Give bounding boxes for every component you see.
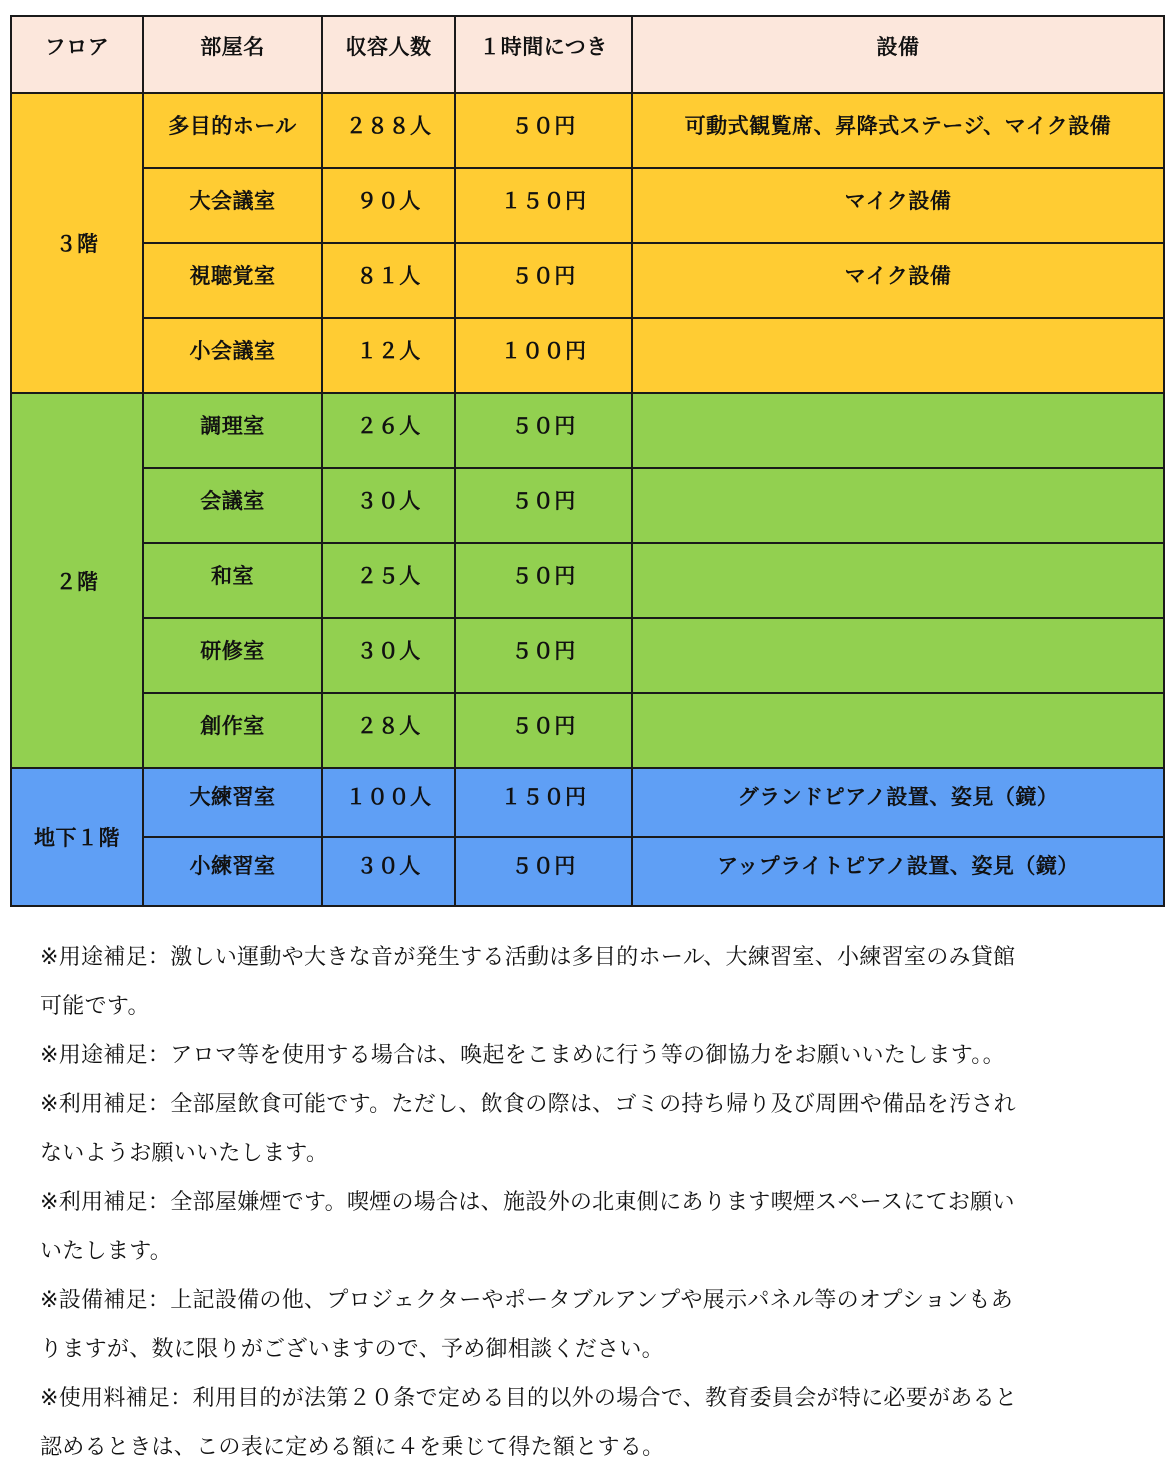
room-name-cell: 小練習室 [143, 837, 322, 906]
fee-cell: ５０円 [455, 618, 632, 693]
fee-cell: ５０円 [455, 543, 632, 618]
equipment-cell [632, 693, 1164, 768]
table-row [11, 393, 1164, 468]
equipment-cell: アップライトピアノ設置、姿見（鏡） [632, 837, 1164, 906]
floor-cell-b1 [11, 768, 143, 906]
capacity-cell: ３０人 [322, 618, 455, 693]
equipment-cell [632, 618, 1164, 693]
fee-cell: １５０円 [455, 768, 632, 837]
table-row [11, 468, 1164, 543]
fee-cell: ５０円 [455, 468, 632, 543]
fee-cell: ５０円 [455, 837, 632, 906]
fee-cell: ５０円 [455, 393, 632, 468]
equipment-cell [632, 468, 1164, 543]
equipment-cell [632, 393, 1164, 468]
table-row [11, 618, 1164, 693]
capacity-cell: ９０人 [322, 168, 455, 243]
header-fee: １時間につき [455, 16, 632, 93]
header-capacity: 収容人数 [322, 16, 455, 93]
capacity-cell: ２８人 [322, 693, 455, 768]
room-name-cell: 多目的ホール [143, 93, 322, 168]
floor-label: ３階 [55, 232, 99, 256]
fee-cell: １５０円 [455, 168, 632, 243]
room-name-cell: 大練習室 [143, 768, 322, 837]
table-row [11, 318, 1164, 393]
note-line: ないようお願いいたします。 [40, 1141, 329, 1166]
note-line: ※利用補足：全部屋飲食可能です。ただし、飲食の際は、ゴミの持ち帰り及び周囲や備品を汚され [40, 1092, 1016, 1117]
header-floor: フロア [11, 16, 143, 93]
capacity-cell: ３０人 [322, 468, 455, 543]
table-row [11, 168, 1164, 243]
note-line: 認めるときは、この表に定める額に４を乗じて得た額とする。 [40, 1435, 665, 1460]
table-row [11, 837, 1164, 906]
equipment-cell: マイク設備 [632, 243, 1164, 318]
capacity-cell: ３０人 [322, 837, 455, 906]
note-line: いたします。 [40, 1239, 173, 1264]
notes-section [40, 933, 1150, 1472]
floor-label: 地下１階 [34, 826, 120, 850]
room-name-cell: 創作室 [143, 693, 322, 768]
equipment-cell: 可動式観覧席、昇降式ステージ、マイク設備 [632, 93, 1164, 168]
header-equipment: 設備 [632, 16, 1164, 93]
note-line: ※用途補足：激しい運動や大きな音が発生する活動は多目的ホール、大練習室、小練習室のみ貸館 [40, 945, 1016, 970]
note-line: ※利用補足：全部屋嫌煙です。喫煙の場合は、施設外の北東側にあります喫煙スペースにてお願い [40, 1190, 1015, 1215]
capacity-cell: １００人 [322, 768, 455, 837]
fee-cell: １００円 [455, 318, 632, 393]
room-name-cell: 和室 [143, 543, 322, 618]
room-name-cell: 調理室 [143, 393, 322, 468]
table-row [11, 693, 1164, 768]
room-name-cell: 小会議室 [143, 318, 322, 393]
equipment-cell: マイク設備 [632, 168, 1164, 243]
note-line: ※設備補足：上記設備の他、プロジェクターやポータブルアンプや展示パネル等のオプションもあ [40, 1288, 1014, 1313]
header-room: 部屋名 [143, 16, 322, 93]
capacity-cell: １２人 [322, 318, 455, 393]
fee-cell: ５０円 [455, 93, 632, 168]
capacity-cell: ２６人 [322, 393, 455, 468]
room-name-cell: 研修室 [143, 618, 322, 693]
floor-cell-3f [11, 93, 143, 393]
room-name-cell: 会議室 [143, 468, 322, 543]
fee-cell: ５０円 [455, 243, 632, 318]
table-row [11, 243, 1164, 318]
room-name-cell: 大会議室 [143, 168, 322, 243]
room-name-cell: 視聴覚室 [143, 243, 322, 318]
note-line: ※使用料補足：利用目的が法第２０条で定める目的以外の場合で、教育委員会が特に必要があると [40, 1386, 1018, 1411]
equipment-cell: グランドピアノ設置、姿見（鏡） [632, 768, 1164, 837]
note-line: ※用途補足：アロマ等を使用する場合は、喚起をこまめに行う等の御協力をお願いいたします。。 [40, 1043, 1005, 1068]
equipment-cell [632, 318, 1164, 393]
floor-label: ２階 [55, 569, 99, 594]
note-line: りますが、数に限りがございますので、予め御相談ください。 [40, 1337, 664, 1362]
equipment-cell [632, 543, 1164, 618]
fee-cell: ５０円 [455, 693, 632, 768]
note-line: 可能です。 [40, 994, 150, 1019]
capacity-cell: ２５人 [322, 543, 455, 618]
table-header-row [11, 16, 1164, 93]
table-row [11, 543, 1164, 618]
capacity-cell: ２８８人 [322, 93, 455, 168]
table-row [11, 768, 1164, 837]
floor-cell-2f [11, 393, 143, 768]
room-fee-table [10, 15, 1165, 907]
table-row [11, 93, 1164, 168]
capacity-cell: ８１人 [322, 243, 455, 318]
